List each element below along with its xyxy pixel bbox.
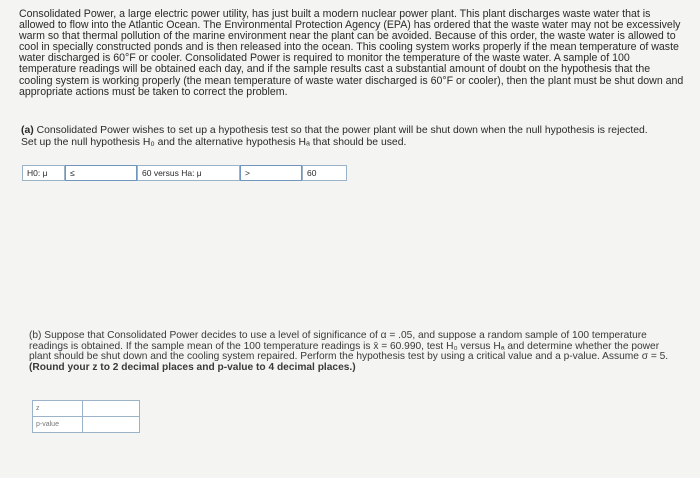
problem-intro: Consolidated Power, a large electric power utility, has just built a modern nuclear power plant. This plant discharges waste water that is allowed to flow into the Atlantic Ocean. The Environmental Protection Agency (EPA) has ordered that the waste water may not be excessively warm so that thermal pollution of the marine environment near the plant can be avoided. Because of this order, the waste water is allowed to cool in specially constructed ponds and is then released into the ocean. This cooling system works properly if the mean temperature of waste water discharged is 60°F or cooler. Consolidated Power is required to monitor the temperature of the waste water. A sample of 100 temperature readings will be obtained each day, and if the sample results cast a substantial amount of doubt on the hypothesis that the cooling system is working properly (the mean temperature of waste water discharged is 60°F or cooler), then the plant must be shut down and appropriate actions must be taken to correct the problem.: [19, 8, 684, 98]
p-value-row: [33, 417, 140, 433]
z-input[interactable]: [83, 401, 140, 417]
ha-operator-select[interactable]: [240, 165, 302, 181]
h0-label: H0: μ: [22, 165, 65, 181]
part-b-rounding-note: (Round your z to 2 decimal places and p-value to 4 decimal places.): [29, 361, 356, 373]
part-a-label: (a): [21, 125, 34, 136]
z-row: [33, 401, 140, 417]
ha-label: 60 versus Ha: μ: [137, 165, 240, 181]
part-a-text: Consolidated Power wishes to set up a hypothesis test so that the power plant will be shut down when the null hypothesis is rejected. Set up the null hypothesis H₀ and the alternative hypothesis Hₐ that should be used.: [21, 125, 648, 148]
p-value-input[interactable]: [83, 417, 140, 433]
z-label: z: [33, 401, 83, 417]
ha-value-input[interactable]: [302, 165, 347, 181]
part-b-prompt: [29, 331, 669, 373]
p-value-label: p-value: [33, 417, 83, 433]
h0-operator-value: ≤: [70, 168, 75, 178]
part-a-prompt: [21, 125, 661, 148]
h0-operator-select[interactable]: [65, 165, 137, 181]
answer-table: [32, 400, 140, 433]
ha-value-text: 60: [307, 168, 317, 178]
part-b-text: (b) Suppose that Consolidated Power decides to use a level of significance of α = .05, and suppose a random sample of 100 temperature readings is obtained. If the sample mean of the 100 temperature readings is x̄ = 60.990, test H₀ versus Hₐ and determine whether the power plant should be shut down and the cooling system repaired. Perform the hypothesis test by using a critical value and a p-value. Assume σ = 5.: [29, 330, 669, 363]
hypothesis-row: [22, 165, 347, 181]
ha-operator-value: >: [245, 168, 250, 178]
